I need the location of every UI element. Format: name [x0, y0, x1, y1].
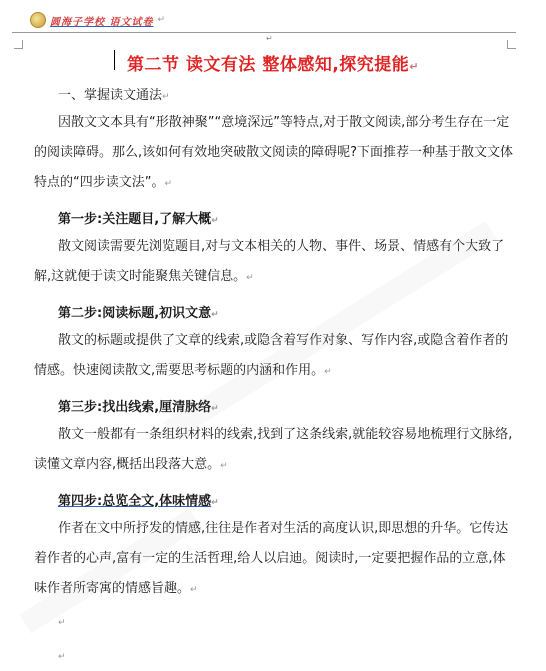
step-1-body-text: 散文阅读需要先浏览题目,对与文本相关的人物、事件、场景、情感有个大致了解,这就便于读文时能聚焦关键信息。 [34, 239, 505, 284]
margin-corner-mark [507, 40, 516, 49]
header-rule [12, 32, 516, 33]
empty-paragraph[interactable] [58, 614, 514, 629]
page-title[interactable] [0, 50, 546, 75]
intro-text: 因散文文本具有“形散神聚”“意境深远”等特点,对于散文阅读,部分考生存在一定的阅读障碍。那么,该如何有效地突破散文阅读的障碍呢?下面推荐一种基于散文文体特点的“四步读文法”。 [34, 115, 514, 190]
step-1-body[interactable] [34, 232, 514, 293]
paragraph-mark-icon: ↵ [190, 585, 198, 595]
paragraph-mark-icon: ↵ [266, 34, 273, 43]
section-heading[interactable] [58, 84, 514, 103]
step-2-body-text: 散文的标题或提供了文章的线索,或隐含着写作对象、写作内容,或隐含着作者的情感。快速阅读散文,需要思考标题的内涵和作用。 [34, 333, 509, 378]
paragraph-mark-icon: ↵ [58, 652, 66, 662]
step-3-title[interactable] [58, 396, 514, 415]
header-text: 圆海子学校 语文试卷 [50, 16, 154, 28]
margin-corner-mark [14, 40, 23, 49]
step-2-body[interactable] [34, 326, 514, 387]
step-4-title-text: 第四步:总览全文,体味情感 [58, 494, 212, 509]
paragraph-mark-icon: ↵ [162, 92, 170, 102]
paragraph-mark-icon: ↵ [164, 179, 173, 189]
step-4-body-text: 作者在文中所抒发的情感,往往是作者对生活的高度认识,即思想的升华。它传达着作者的心声,富有一定的生活哲理,给人以启迪。阅读时,一定要把握作品的立意,体味作者所寄寓的情感旨趣。 [34, 521, 509, 596]
step-3-body[interactable] [34, 420, 514, 481]
step-2-title-text: 第二步:阅读标题,初识文意 [58, 306, 212, 321]
text-cursor [114, 50, 115, 70]
paragraph-mark-icon: ↵ [211, 216, 219, 226]
title-text: 第二节 读文有法 整体感知,探究提能 [126, 55, 410, 75]
empty-paragraph[interactable] [58, 648, 514, 663]
step-1-title-text: 第一步:关注题目,了解大概 [58, 212, 212, 227]
document-header [30, 10, 165, 30]
paragraph-mark-icon: ↵ [220, 461, 228, 471]
step-2-title[interactable] [58, 302, 514, 321]
paragraph-mark-icon: ↵ [58, 618, 66, 628]
paragraph-mark-icon: ↵ [246, 273, 254, 283]
paragraph-mark-icon: ↵ [211, 404, 219, 414]
step-4-body[interactable] [34, 514, 514, 605]
paragraph-mark-icon: ↵ [409, 60, 419, 73]
paragraph-mark-icon: ↵ [157, 15, 166, 25]
step-3-body-text: 散文一般都有一条组织材料的线索,找到了这条线索,就能较容易地梳理行文脉络,读懂文章内容,概括出段落大意。 [34, 427, 513, 472]
school-logo-icon [30, 12, 46, 28]
step-4-title[interactable] [58, 490, 514, 509]
paragraph-mark-icon: ↵ [211, 310, 219, 320]
section-heading-text: 一、掌握读文通法 [58, 88, 163, 103]
paragraph-mark-icon: ↵ [211, 498, 219, 508]
step-3-title-text: 第三步:找出线索,厘清脉络 [58, 400, 212, 415]
intro-paragraph[interactable] [34, 108, 514, 199]
step-1-title[interactable] [58, 208, 514, 227]
paragraph-mark-icon: ↵ [324, 367, 332, 377]
